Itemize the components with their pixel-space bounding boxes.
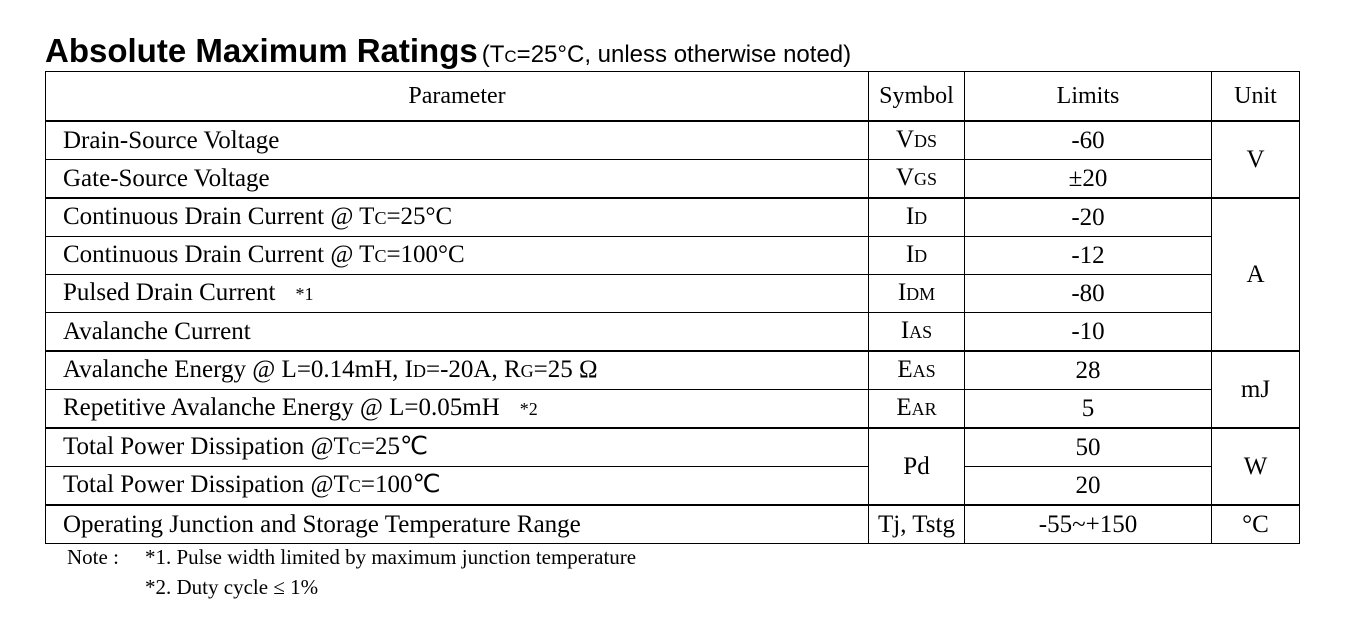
note-text-1: *1. Pulse width limited by maximum junction temperature bbox=[145, 545, 637, 569]
limit-cell: ±20 bbox=[965, 160, 1212, 199]
ratings-table bbox=[45, 71, 1300, 544]
symbol-cell: VDS bbox=[869, 121, 965, 160]
limit-cell: 28 bbox=[965, 351, 1212, 390]
symbol-cell: IAS bbox=[869, 313, 965, 352]
param-cell: Drain-Source Voltage bbox=[46, 121, 869, 160]
param-cell: Total Power Dissipation @TC=25℃ bbox=[46, 428, 869, 467]
param-cell: Repetitive Avalanche Energy @ L=0.05mH *2 bbox=[46, 390, 869, 429]
footnote-marker: *1 bbox=[295, 284, 314, 304]
section-conditions: (TC=25°C, unless otherwise noted) bbox=[481, 41, 852, 68]
section-heading bbox=[45, 32, 851, 70]
symbol-cell: Tj, Tstg bbox=[869, 505, 965, 544]
symbol-cell: ID bbox=[869, 198, 965, 237]
symbol-cell: VGS bbox=[869, 160, 965, 199]
unit-cell: A bbox=[1212, 198, 1300, 351]
footnote-marker: *2 bbox=[519, 399, 538, 419]
table-row bbox=[46, 275, 1300, 313]
param-cell: Total Power Dissipation @TC=100℃ bbox=[46, 467, 869, 506]
header-symbol: Symbol bbox=[869, 72, 965, 122]
param-cell: Continuous Drain Current @ TC=25°C bbox=[46, 198, 869, 237]
limit-cell: -12 bbox=[965, 237, 1212, 275]
limit-cell: -20 bbox=[965, 198, 1212, 237]
symbol-cell: EAS bbox=[869, 351, 965, 390]
table-row bbox=[46, 467, 1300, 506]
unit-cell: °C bbox=[1212, 505, 1300, 544]
limit-cell: -60 bbox=[965, 121, 1212, 160]
param-cell: Avalanche Current bbox=[46, 313, 869, 352]
limit-cell: -55~+150 bbox=[965, 505, 1212, 544]
table-row bbox=[46, 505, 1300, 544]
note-line-1 bbox=[67, 545, 636, 570]
header-limits: Limits bbox=[965, 72, 1212, 122]
header-parameter: Parameter bbox=[46, 72, 869, 122]
symbol-cell: EAR bbox=[869, 390, 965, 429]
section-title: Absolute Maximum Ratings bbox=[45, 32, 478, 69]
note-label: Note : bbox=[67, 545, 119, 569]
table-row bbox=[46, 390, 1300, 429]
limit-cell: 20 bbox=[965, 467, 1212, 506]
param-cell: Continuous Drain Current @ TC=100°C bbox=[46, 237, 869, 275]
table-row bbox=[46, 198, 1300, 237]
note-text-2: *2. Duty cycle ≤ 1% bbox=[145, 575, 319, 599]
table-row bbox=[46, 237, 1300, 275]
param-cell: Avalanche Energy @ L=0.14mH, ID=-20A, RG=25 Ω bbox=[46, 351, 869, 390]
limit-cell: 50 bbox=[965, 428, 1212, 467]
table-row bbox=[46, 160, 1300, 199]
table-row bbox=[46, 313, 1300, 352]
param-cell: Gate-Source Voltage bbox=[46, 160, 869, 199]
symbol-cell: ID bbox=[869, 237, 965, 275]
symbol-cell: Pd bbox=[869, 428, 965, 505]
param-cell: Operating Junction and Storage Temperature Range bbox=[46, 505, 869, 544]
unit-cell: mJ bbox=[1212, 351, 1300, 428]
param-cell: Pulsed Drain Current *1 bbox=[46, 275, 869, 313]
unit-cell: W bbox=[1212, 428, 1300, 505]
header-unit: Unit bbox=[1212, 72, 1300, 122]
table-header-row bbox=[46, 72, 1300, 122]
symbol-cell: IDM bbox=[869, 275, 965, 313]
limit-cell: 5 bbox=[965, 390, 1212, 429]
unit-cell: V bbox=[1212, 121, 1300, 198]
table-row bbox=[46, 351, 1300, 390]
limit-cell: -10 bbox=[965, 313, 1212, 352]
limit-cell: -80 bbox=[965, 275, 1212, 313]
table-row bbox=[46, 121, 1300, 160]
table-row bbox=[46, 428, 1300, 467]
